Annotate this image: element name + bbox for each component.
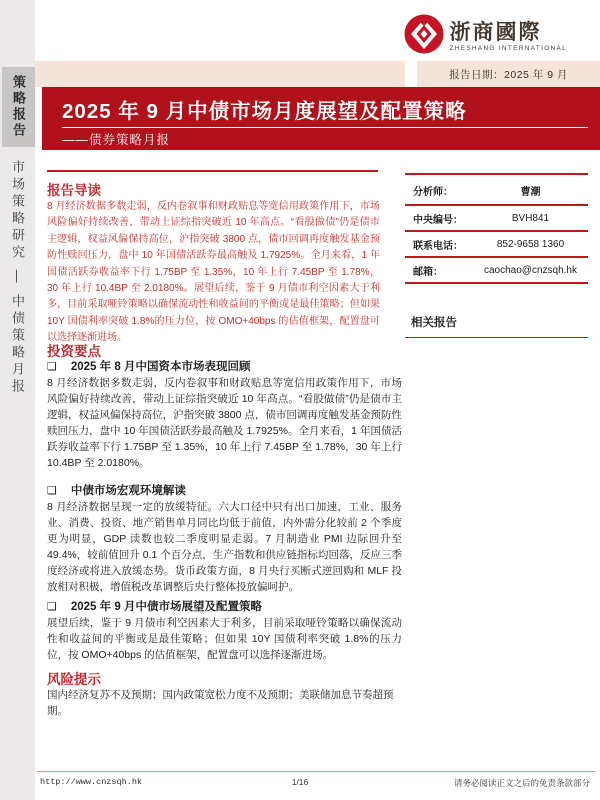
related-reports-rule <box>405 337 588 338</box>
point-title-3-text: 2025 年 9 月中债市场展望及配置策略 <box>70 601 262 613</box>
guide-heading: 报告导读 <box>47 183 101 198</box>
analyst-table <box>405 173 588 284</box>
point-title-1-text: 2025 年 8 月中国资本市场表现回顾 <box>70 361 251 373</box>
point-title-2 <box>47 482 402 498</box>
square-bullet-icon: ❑ <box>47 601 57 613</box>
analyst-row <box>405 175 588 204</box>
footer-website-link[interactable]: http://www.cnzsqh.hk <box>40 777 143 787</box>
point-title-1 <box>47 358 402 374</box>
company-logo <box>404 14 567 59</box>
related-reports-heading: 相关报告 <box>411 317 457 329</box>
report-title: 2025 年 9 月中债市场月度展望及配置策略 <box>62 100 467 123</box>
central-id-value: BVH841 <box>511 213 550 224</box>
phone-label: 联系电话： <box>413 241 463 252</box>
point-body-1: 8 月经济数据多数走弱，反内卷叙事和财政贴息等宽信用政策作用下，市场风险偏好持续改善，带动上证综指突破近 10 年高点。“看股做债”仍是债市主逻辑，权益风偏保持高位，沪指突破 3800 点，债市回调再度触发基金预防性赎回压力，盘中 10 年国债活跃券最高触及 1.7925%。全月来看，1 年国债活跃券收益率下行 1.75BP 至 1.35%，10 年上行 7.45BP 至 1.78%，30 年上行 10.4BP 至 2.0180%。 <box>47 377 402 469</box>
point-body-2: 8 月经济数据呈现一定的放缓特征。六大口径中只有出口加速，工业、服务业、消费、投资、地产销售单月同比均低于前值，内外需分化较前 2 个季度更为明显，GDP 读数也较二季度明显走弱。7 月制造业 PMI 边际回升至 49.4%，较前值回升 0.1 个百分点，生产指数和供应链指标均回落，反应三季度经济或将进入放缓态势。货币政策方面，8 月央行买断式逆回购和 MLF 投放相对积极，增值税改革调整后央行整体投放偏呵护。 <box>47 501 402 593</box>
square-bullet-icon: ❑ <box>47 485 57 497</box>
sidebar-report-type-tag <box>2 67 35 147</box>
guide-body: 8 月经济数据多数走弱，反内卷叙事和财政贴息等宽信用政策作用下，市场风险偏好持续改善，带动上证综指突破近 10 年高点。“看股做债”仍是债市主逻辑，权益风偏保持高位，沪指突破 3800 点，债市回调再度触发基金预防性赎回压力，盘中 10 年国债活跃券最高触及 1.7925%。全月来看，1 年国债活跃券收益率下行 1.75BP 至 1.35%，10 年上行 7.45BP 至 1.78%，30 年上行 10.4BP 至 2.0180%。展望后续，鉴于 9 月债市利空因素大于利多，目前采取哑铃策略以确保流动性和收益间的平衡或是最佳策略；但如果 10Y 国债利率突破 1.8%的压力位，按 OMO+40bps 的估值框架，配置盘可以选择逐渐进场。 <box>47 201 380 344</box>
logo-name-en: ZHESHANG INTERNATIONAL <box>449 45 567 53</box>
footer-page-number: 1/16 <box>291 777 309 787</box>
analyst-panel <box>405 173 588 338</box>
email-value[interactable]: caochao@cnzsqh.hk <box>484 265 577 276</box>
central-id-label: 中央编号： <box>413 215 463 226</box>
phone-row <box>405 232 588 256</box>
footer-rule <box>37 771 595 772</box>
title-banner <box>42 87 600 150</box>
point-title-2-text: 中债市场宏观环境解读 <box>70 485 186 497</box>
title-underline <box>62 127 588 128</box>
square-bullet-icon: ❑ <box>47 361 57 373</box>
report-subtitle: ——债券策略月报 <box>62 133 171 147</box>
sidebar-series <box>0 160 35 396</box>
guide-top-rule <box>47 170 378 172</box>
email-row <box>405 258 588 282</box>
central-id-row <box>405 206 588 230</box>
point-body-3: 展望后续，鉴于 9 月债市利空因素大于利多，目前采取哑铃策略以确保流动性和收益间的平衡或是最佳策略；但如果 10Y 国债利率突破 1.8%的压力位，按 OMO+40bps 的估值框架，配置盘可以选择逐渐进场。 <box>47 617 402 661</box>
header-band-left <box>35 61 405 87</box>
report-date: 报告日期：2025 年 9 月 <box>449 68 568 81</box>
sidebar-series-label: 市场策略研究 — 中债策略月报 <box>10 160 25 397</box>
table-bottom-divider <box>405 282 588 284</box>
analyst-label: 分析师： <box>413 187 453 198</box>
key-points-heading: 投资要点 <box>47 344 101 359</box>
risk-body: 国内经济复苏不及预期；国内政策宽松力度不及预期；美联储加息节奏超预期。 <box>47 689 394 717</box>
sidebar-tag-label: 策略报告 <box>11 75 26 139</box>
header-band-right <box>417 61 600 87</box>
risk-heading: 风险提示 <box>47 672 101 687</box>
footer-disclaimer: 请务必阅读正文之后的免责条款部分 <box>453 778 590 788</box>
phone-value: 852-9658 1360 <box>496 239 565 250</box>
email-label: 邮箱： <box>413 267 443 278</box>
logo-name-cn: 浙商國際 <box>449 20 542 44</box>
logo-wordmark <box>450 21 567 52</box>
point-title-3 <box>47 598 402 614</box>
analyst-name: 曹潮 <box>520 187 541 198</box>
zheshang-logo-icon <box>404 14 444 59</box>
